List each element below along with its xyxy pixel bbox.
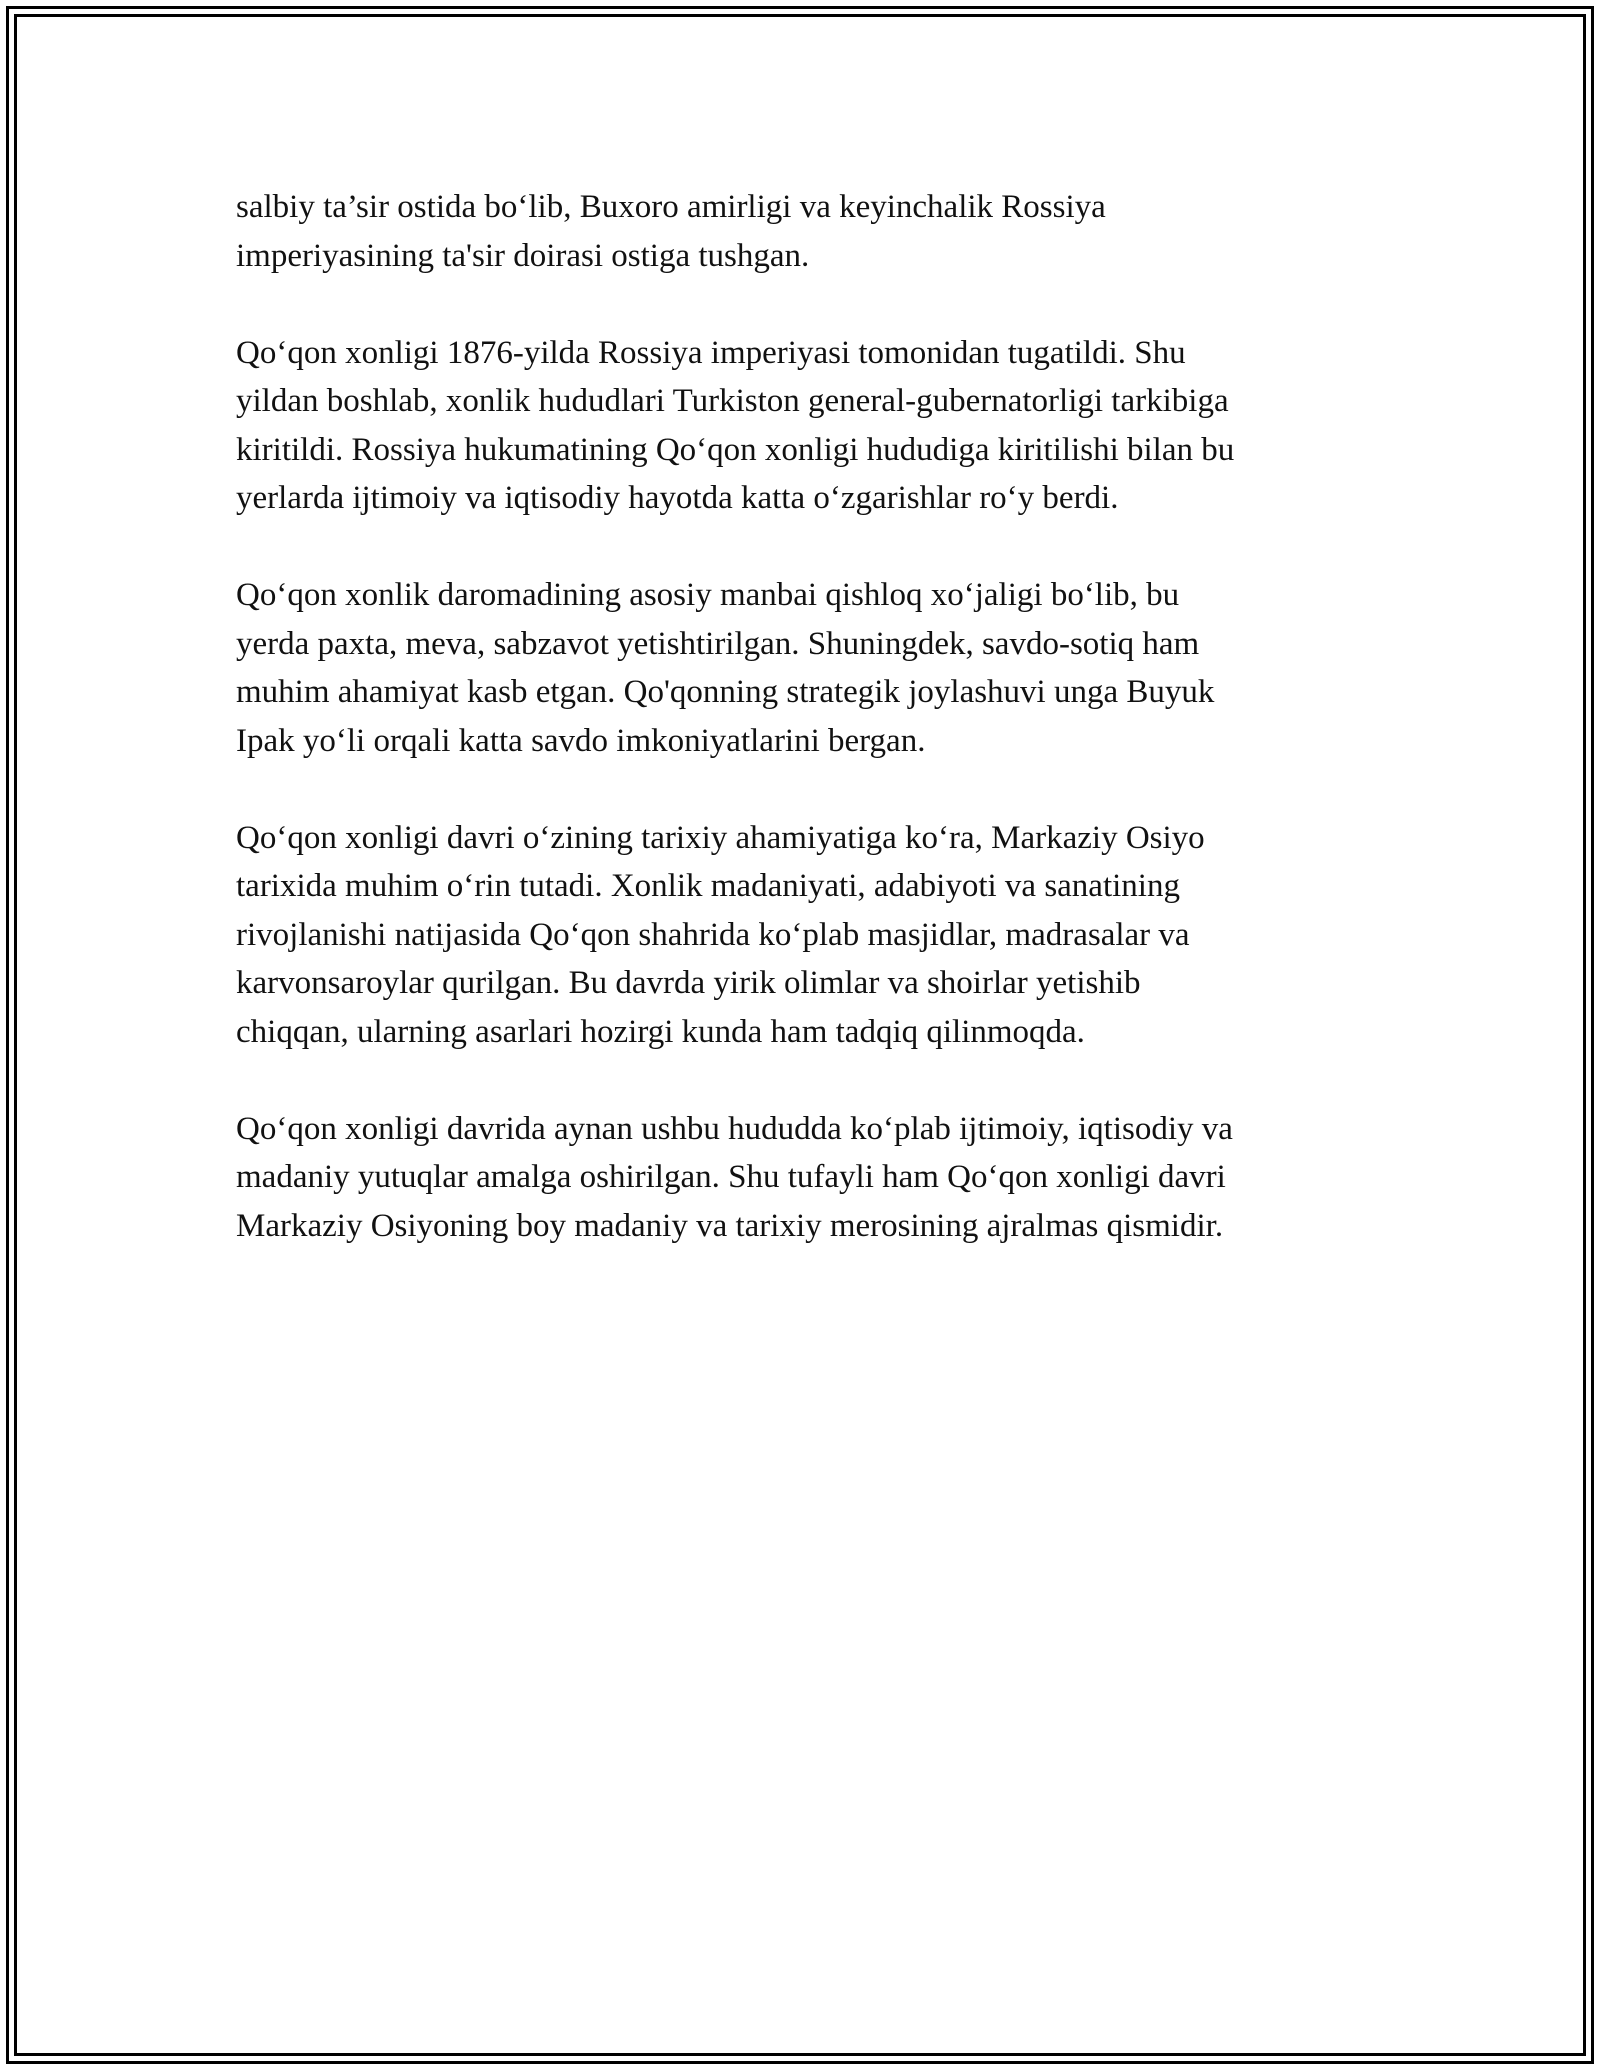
document-body [236,183,1416,1299]
paragraph-3: Qo‘qon xonlik daromadining asosiy manbai qishloq xo‘jaligi bo‘lib, bu yerda paxta, meva, sabzavot yetishtirilgan. Shuningdek, savdo-sotiq ham muhim ahamiyat kasb etgan. Qo'qonning strategik joylashuvi unga Buyuk Ipak yo‘li orqali katta savdo imkoniyatlarini bergan. [236,577,1215,759]
paragraph-5: Qo‘qon xonligi davrida aynan ushbu hududda ko‘plab ijtimoiy, iqtisodiy va madaniy yutuqlar amalga oshirilgan. Shu tufayli ham Qo‘qon xonligi davri Markaziy Osiyoning boy madaniy va tarixiy merosining ajralmas qismidir. [236,1110,1233,1244]
paragraph-4: Qo‘qon xonligi davri o‘zining tarixiy ahamiyatiga ko‘ra, Markaziy Osiyo tarixida muhim o‘rin tutadi. Xonlik madaniyati, adabiyoti va sanatining rivojlanishi natijasida Qo‘qon shahrida ko‘plab masjidlar, madrasalar va karvonsaroylar qurilgan. Bu davrda yirik olimlar va shoirlar yetishib chiqqan, ularning asarlari hozirgi kunda ham tadqiq qilinmoqda. [236,819,1205,1050]
paragraph-2: Qo‘qon xonligi 1876-yilda Rossiya imperiyasi tomonidan tugatildi. Shu yildan boshlab, xonlik hududlari Turkiston general-gubernatorligi tarkibiga kiritildi. Rossiya hukumatining Qo‘qon xonligi hududiga kiritilishi bilan bu yerlarda ijtimoiy va iqtisodiy hayotda katta o‘zgarishlar ro‘y berdi. [236,334,1235,516]
paragraph-1: salbiy ta’sir ostida bo‘lib, Buxoro amirligi va keyinchalik Rossiya imperiyasining ta'sir doirasi ostiga tushgan. [236,189,1106,274]
